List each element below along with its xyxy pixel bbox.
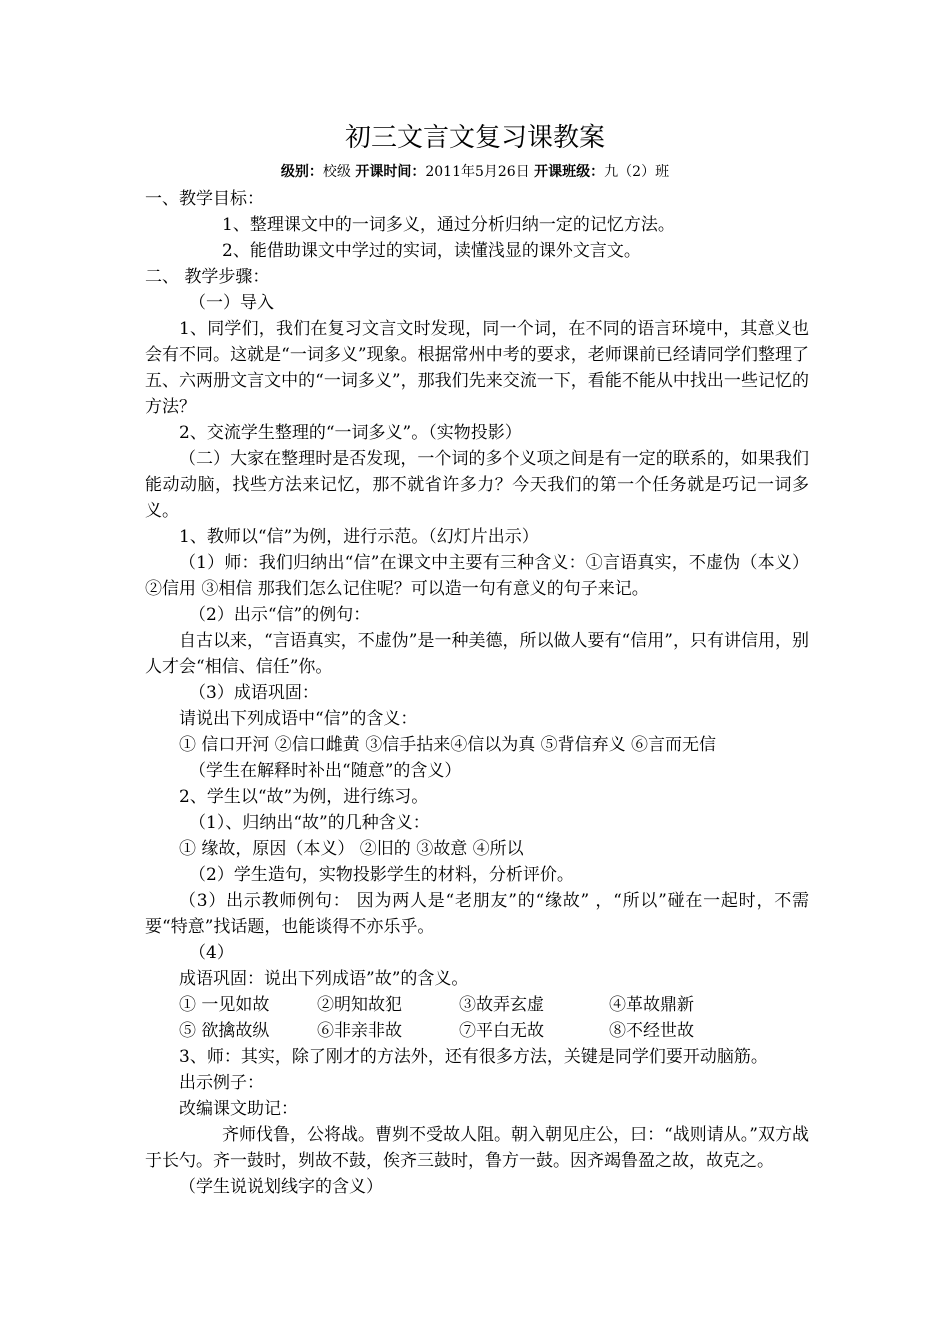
paragraph: （1）、归纳出“故”的几种含义： (189, 813, 430, 833)
paragraph: ① 信口开河 ②信口雌黄 ③信手拈来④信以为真 ⑤背信弃义 ⑥言而无信 (179, 735, 717, 755)
paragraph: 2、学生以“故”为例，进行练习。 (179, 787, 429, 807)
document-title: 初三文言文复习课教案 (344, 123, 605, 153)
paragraph: （2）学生造句，实物投影学生的材料，分析评价。 (189, 865, 574, 885)
paragraph: （学生说说划线字的含义） (179, 1177, 383, 1197)
section-heading: 二、 教学步骤： (145, 267, 270, 287)
paragraph: 齐师伐鲁，公将战。曹刿不受故人阻。朝入朝见庄公，曰：“战则请从。”双方战于长勺。齐一鼓时，刿故不鼓，俟齐三鼓时，鲁方一鼓。因齐竭鲁盈之故，故克之。 (145, 1125, 809, 1171)
idiom-item: ⑤ 欲擒故纵 (179, 1021, 270, 1041)
subsection-heading: （一）导入 (189, 293, 274, 313)
paragraph: （1）师：我们归纳出“信”在课文中主要有三种含义：①言语真实，不虚伪（本义）②信用 ③相信 那我们怎么记住呢？可以造一句有意义的句子来记。 (145, 553, 809, 599)
lesson-meta (0, 162, 950, 182)
time-label: 开课时间： (355, 164, 426, 180)
paragraph: 1、整理课文中的一词多义，通过分析归纳一定的记忆方法。 (222, 215, 675, 235)
class-value: 九（2）班 (604, 164, 670, 180)
document-body (145, 186, 809, 1200)
paragraph: （二）大家在整理时是否发现，一个词的多个义项之间是有一定的联系的，如果我们能动动脑，找些方法来记忆，那不就省许多力？今天我们的第一个任务就是巧记一词多义。 (145, 449, 809, 521)
paragraph: 1、同学们，我们在复习文言文时发现，同一个词，在不同的语言环境中，其意义也会有不同。这就是“一词多义”现象。根据常州中考的要求，老师课前已经请同学们整理了五、六两册文言文中的“一词多义”，那我们先来交流一下，看能不能从中找出一些记忆的方法？ (145, 319, 809, 417)
idiom-item: ⑥非亲非故 (317, 1021, 402, 1041)
paragraph: 3、师：其实，除了刚才的方法外，还有很多方法，关键是同学们要开动脑筋。 (179, 1047, 768, 1067)
level-label: 级别： (280, 164, 323, 180)
idiom-item: ②明知故犯 (317, 995, 402, 1015)
paragraph: 请说出下列成语中“信”的含义： (179, 709, 418, 729)
paragraph: 2、能借助课文中学过的实词，读懂浅显的课外文言文。 (222, 241, 641, 261)
idiom-row (145, 992, 809, 1018)
idiom-item: ⑦平白无故 (459, 1021, 544, 1041)
paragraph: （4） (189, 943, 234, 963)
paragraph: 成语巩固：说出下列成语”故”的含义。 (179, 969, 469, 989)
level-value: 校级 (322, 164, 351, 180)
paragraph: 改编课文助记： (179, 1099, 298, 1119)
paragraph: 2、交流学生整理的“一词多义”。（实物投影） (179, 423, 522, 443)
paragraph: ① 缘故，原因（本义） ②旧的 ③故意 ④所以 (179, 839, 524, 859)
idiom-item: ④革故鼎新 (609, 995, 694, 1015)
paragraph: （3）成语巩固： (189, 683, 319, 703)
paragraph: （学生在解释时补出“随意”的含义） (189, 761, 462, 781)
idiom-item: ① 一见如故 (179, 995, 270, 1015)
section-heading: 一、教学目标： (145, 189, 264, 209)
time-value: 2011年5月26日 (425, 164, 530, 180)
idiom-item: ③故弄玄虚 (459, 995, 544, 1015)
class-label: 开课班级： (534, 164, 605, 180)
paragraph: （3）出示教师例句： 因为两人是“老朋友”的“缘故” ，“所以”碰在一起时，不需要“特意”找话题，也能谈得不亦乐乎。 (145, 891, 809, 937)
paragraph: （2）出示“信”的例句： (189, 605, 371, 625)
idiom-item: ⑧不经世故 (609, 1021, 694, 1041)
idiom-row (145, 1018, 809, 1044)
paragraph: 1、教师以“信”为例，进行示范。（幻灯片出示） (179, 527, 539, 547)
paragraph: 出示例子： (179, 1073, 264, 1093)
paragraph: 自古以来，“言语真实，不虚伪”是一种美德，所以做人要有“信用”，只有讲信用，别人才会“相信、信任”你。 (145, 631, 809, 677)
